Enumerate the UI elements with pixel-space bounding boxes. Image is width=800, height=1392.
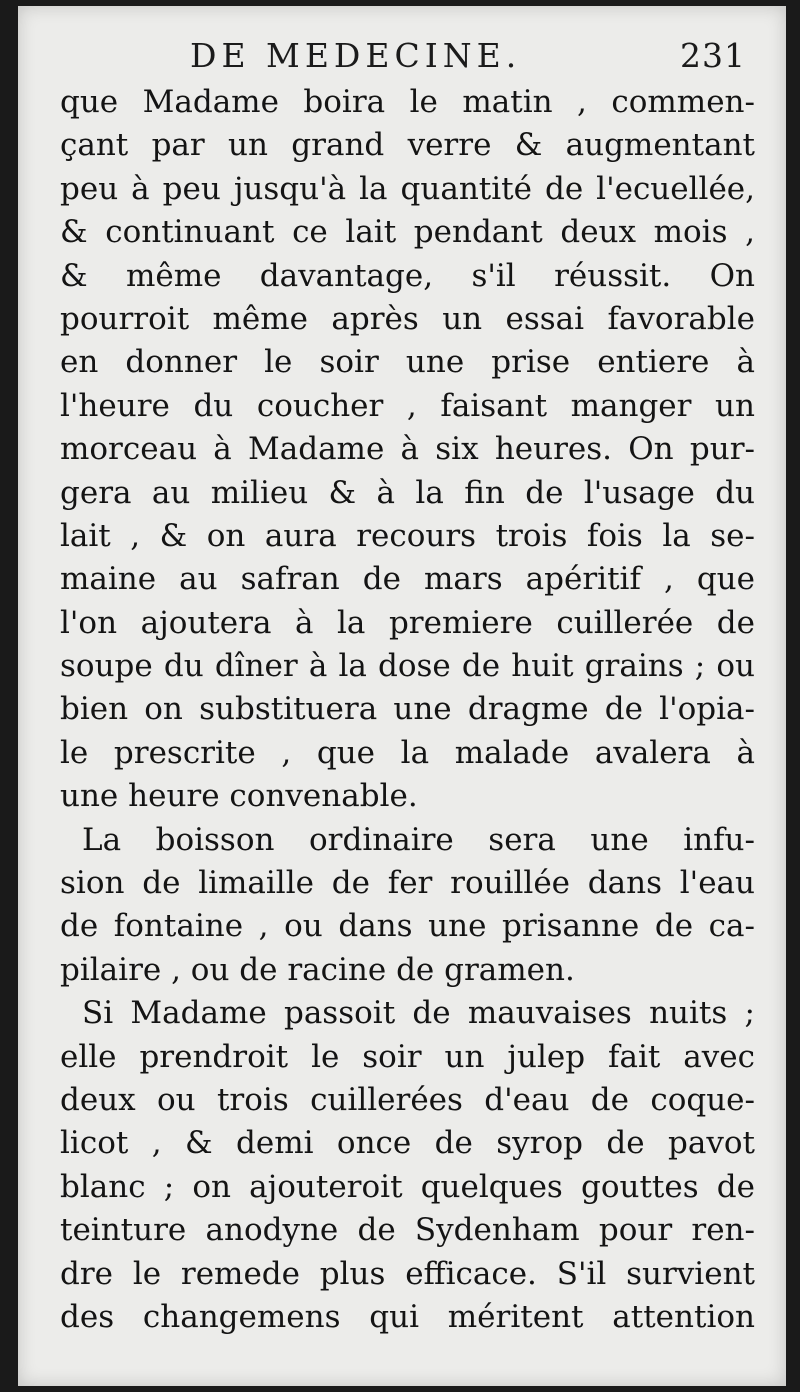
text-line: pourroit même après un essai favorable: [60, 300, 755, 337]
text-line: l'heure du coucher , faisant manger un: [60, 387, 755, 424]
paragraph: [60, 819, 755, 993]
paragraph: [60, 81, 755, 819]
text-line: peu à peu jusqu'à la quantité de l'ecuellée,: [60, 170, 755, 207]
text-line: bien on substituera une dragme de l'opia-: [60, 691, 755, 728]
text-line: deux ou trois cuillerées d'eau de coque-: [60, 1081, 755, 1118]
text-line: lait , & on aura recours trois fois la se-: [60, 517, 755, 554]
text-line: pilaire , ou de racine de gramen.: [60, 951, 575, 988]
text-line: le prescrite , que la malade avalera à: [60, 734, 755, 771]
text-line: licot , & demi once de syrop de pavot: [60, 1125, 755, 1162]
text-line: des changemens qui méritent attention: [60, 1298, 755, 1335]
text-line: teinture anodyne de Sydenham pour ren-: [60, 1212, 755, 1249]
page-number: 231: [680, 36, 746, 75]
paragraph: [60, 992, 755, 1339]
text-line: sion de limaille de fer rouillée dans l'eau: [60, 865, 755, 902]
text-line: l'on ajoutera à la premiere cuillerée de: [60, 604, 755, 641]
text-line: elle prendroit le soir un julep fait avec: [60, 1038, 755, 1075]
text-line: blanc ; on ajouteroit quelques gouttes de: [60, 1168, 755, 1205]
running-head: DE MEDECINE.: [190, 36, 522, 75]
text-line: de fontaine , ou dans une prisanne de ca-: [60, 908, 755, 945]
body-text: [60, 81, 755, 1339]
text-line: gera au milieu & à la fin de l'usage du: [60, 474, 755, 511]
text-line: Si Madame passoit de mauvaises nuits ;: [82, 995, 755, 1032]
text-line: maine au safran de mars apéritif , que: [60, 561, 755, 598]
text-line: & même davantage, s'il réussit. On: [60, 257, 755, 294]
text-line: une heure convenable.: [60, 778, 418, 815]
page-header: [18, 36, 786, 80]
text-line: çant par un grand verre & augmentant: [60, 127, 755, 164]
book-page: [18, 6, 786, 1386]
text-line: & continuant ce lait pendant deux mois ,: [60, 214, 755, 251]
text-line: que Madame boira le matin , commen-: [60, 84, 755, 120]
text-line: dre le remede plus efficace. S'il survient: [60, 1255, 755, 1292]
text-line: morceau à Madame à six heures. On pur-: [60, 431, 755, 468]
text-line: soupe du dîner à la dose de huit grains ; ou: [60, 648, 755, 685]
text-line: La boisson ordinaire sera une infu-: [82, 821, 755, 858]
text-line: en donner le soir une prise entiere à: [60, 344, 755, 381]
